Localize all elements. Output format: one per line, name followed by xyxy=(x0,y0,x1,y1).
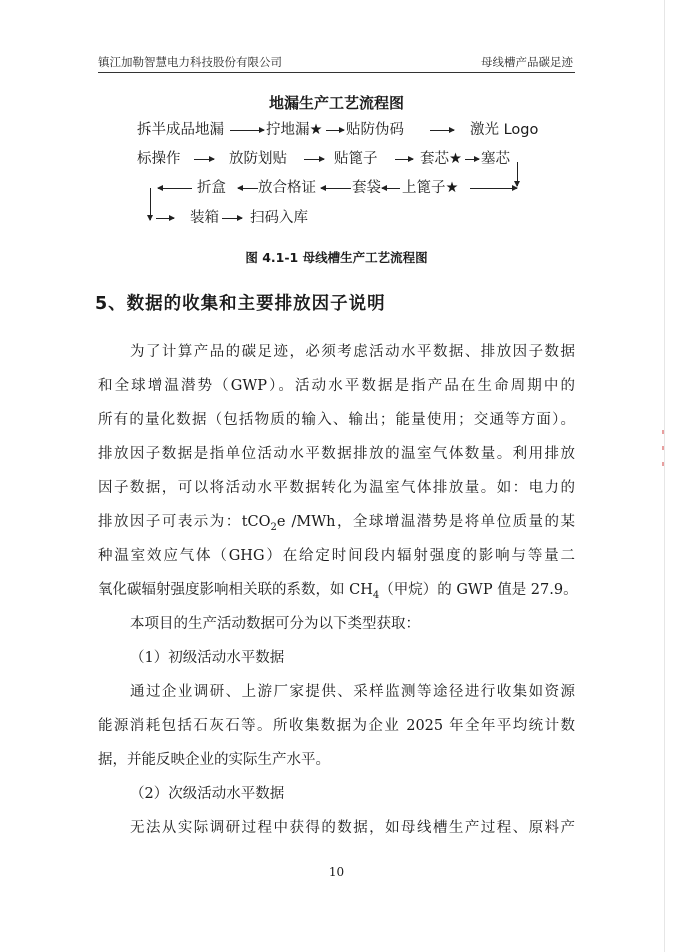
paragraph-line: 本项目的生产活动数据可分为以下类型获取： xyxy=(130,616,420,632)
paragraph-line: 无法从实际调研过程中获得的数据，如母线槽生产过程、原料产 xyxy=(130,820,575,836)
flow-step: 贴防伪码 xyxy=(346,122,404,138)
arrow-right-icon xyxy=(326,130,344,131)
arrow-left-icon xyxy=(321,188,351,189)
flow-step: 拆半成品地漏 xyxy=(137,122,224,138)
flow-row-3 xyxy=(0,177,673,199)
paragraph-line: 为了计算产品的碳足迹，必须考虑活动水平数据、排放因子数据 xyxy=(130,344,575,360)
arrow-right-icon xyxy=(465,159,479,160)
paragraph-line: 所有的量化数据（包括物质的输入、输出；能量使用；交通等方面）。 xyxy=(98,412,575,428)
flow-row-1 xyxy=(0,119,673,141)
flow-step: 放防划贴 xyxy=(229,151,287,167)
paragraph-line: 因子数据，可以将活动水平数据转化为温室气体排放量。如：电力的 xyxy=(98,480,575,496)
flow-step: 扫码入库 xyxy=(250,210,308,226)
flow-step: 拧地漏★ xyxy=(266,122,323,138)
flow-step: 放合格证 xyxy=(258,180,316,196)
flowchart-title: 地漏生产工艺流程图 xyxy=(268,94,404,112)
arrow-right-icon xyxy=(430,130,454,131)
flow-step: 上篦子★ xyxy=(402,180,459,196)
text-run: （甲烷）的 GWP 值是 27.9。 xyxy=(379,582,578,598)
flow-step: 标操作 xyxy=(137,151,181,167)
connector-line xyxy=(470,188,517,189)
text-run: e /MWh，全球增温潜势是将单位质量的某 xyxy=(276,514,575,530)
arrow-right-icon xyxy=(230,130,264,131)
scan-mark xyxy=(662,446,664,450)
list-item-title: （1）初级活动水平数据 xyxy=(130,650,285,666)
paragraph-line xyxy=(98,580,578,601)
flow-step: 套袋 xyxy=(352,180,381,196)
subscript: 2 xyxy=(270,521,277,533)
arrow-right-icon xyxy=(194,159,214,160)
paragraph-line: 种温室效应气体（GHG）在给定时间段内辐射强度的影响与等量二 xyxy=(98,548,575,564)
arrow-right-icon xyxy=(156,218,174,219)
paragraph-line: 和全球增温潜势（GWP）。活动水平数据是指产品在生命周期中的 xyxy=(98,378,575,394)
paragraph-line: 排放因子数据是指单位活动水平数据排放的温室气体数量。利用排放 xyxy=(98,446,575,462)
paragraph-line: 通过企业调研、上游厂家提供、采样监测等途径进行收集如资源 xyxy=(130,684,575,700)
flow-step: 套芯★ xyxy=(420,151,462,167)
text-run: 氧化碳辐射强度影响相关联的系数，如 CH xyxy=(98,582,373,598)
page-number: 10 xyxy=(328,865,345,879)
header-rule xyxy=(98,72,575,73)
paragraph-line: 能源消耗包括石灰石等。所收集数据为企业 2025 年全年平均统计数 xyxy=(98,718,575,734)
header-doc-title: 母线槽产品碳足迹 xyxy=(481,55,573,69)
arrow-right-icon xyxy=(222,218,242,219)
scan-mark xyxy=(662,462,664,466)
flow-step: 装箱 xyxy=(190,210,219,226)
arrow-left-icon xyxy=(158,188,192,189)
text-run: 排放因子可表示为：tCO xyxy=(98,514,271,530)
arrow-left-icon xyxy=(238,188,258,189)
paragraph-line: 据，并能反映企业的实际生产水平。 xyxy=(98,752,330,768)
arrow-left-icon xyxy=(382,188,400,189)
scan-edge-line xyxy=(664,0,665,952)
subscript: 4 xyxy=(372,589,380,601)
flow-row-2 xyxy=(0,148,673,170)
flow-step: 贴篦子 xyxy=(334,151,378,167)
scan-mark xyxy=(662,430,664,434)
header-company: 镇江加勒智慧电力科技股份有限公司 xyxy=(98,55,282,69)
arrow-right-icon xyxy=(395,159,413,160)
list-item-title: （2）次级活动水平数据 xyxy=(130,786,285,802)
flow-step: 激光 Logo xyxy=(470,122,539,138)
flow-step: 折盒 xyxy=(197,180,226,196)
paragraph-line xyxy=(98,512,575,532)
flow-row-4 xyxy=(0,207,673,229)
section-heading: 5、数据的收集和主要排放因子说明 xyxy=(95,294,386,314)
flow-step: 塞芯 xyxy=(481,151,510,167)
figure-caption: 图 4.1-1 母线槽生产工艺流程图 xyxy=(245,250,428,265)
arrow-right-icon xyxy=(304,159,324,160)
